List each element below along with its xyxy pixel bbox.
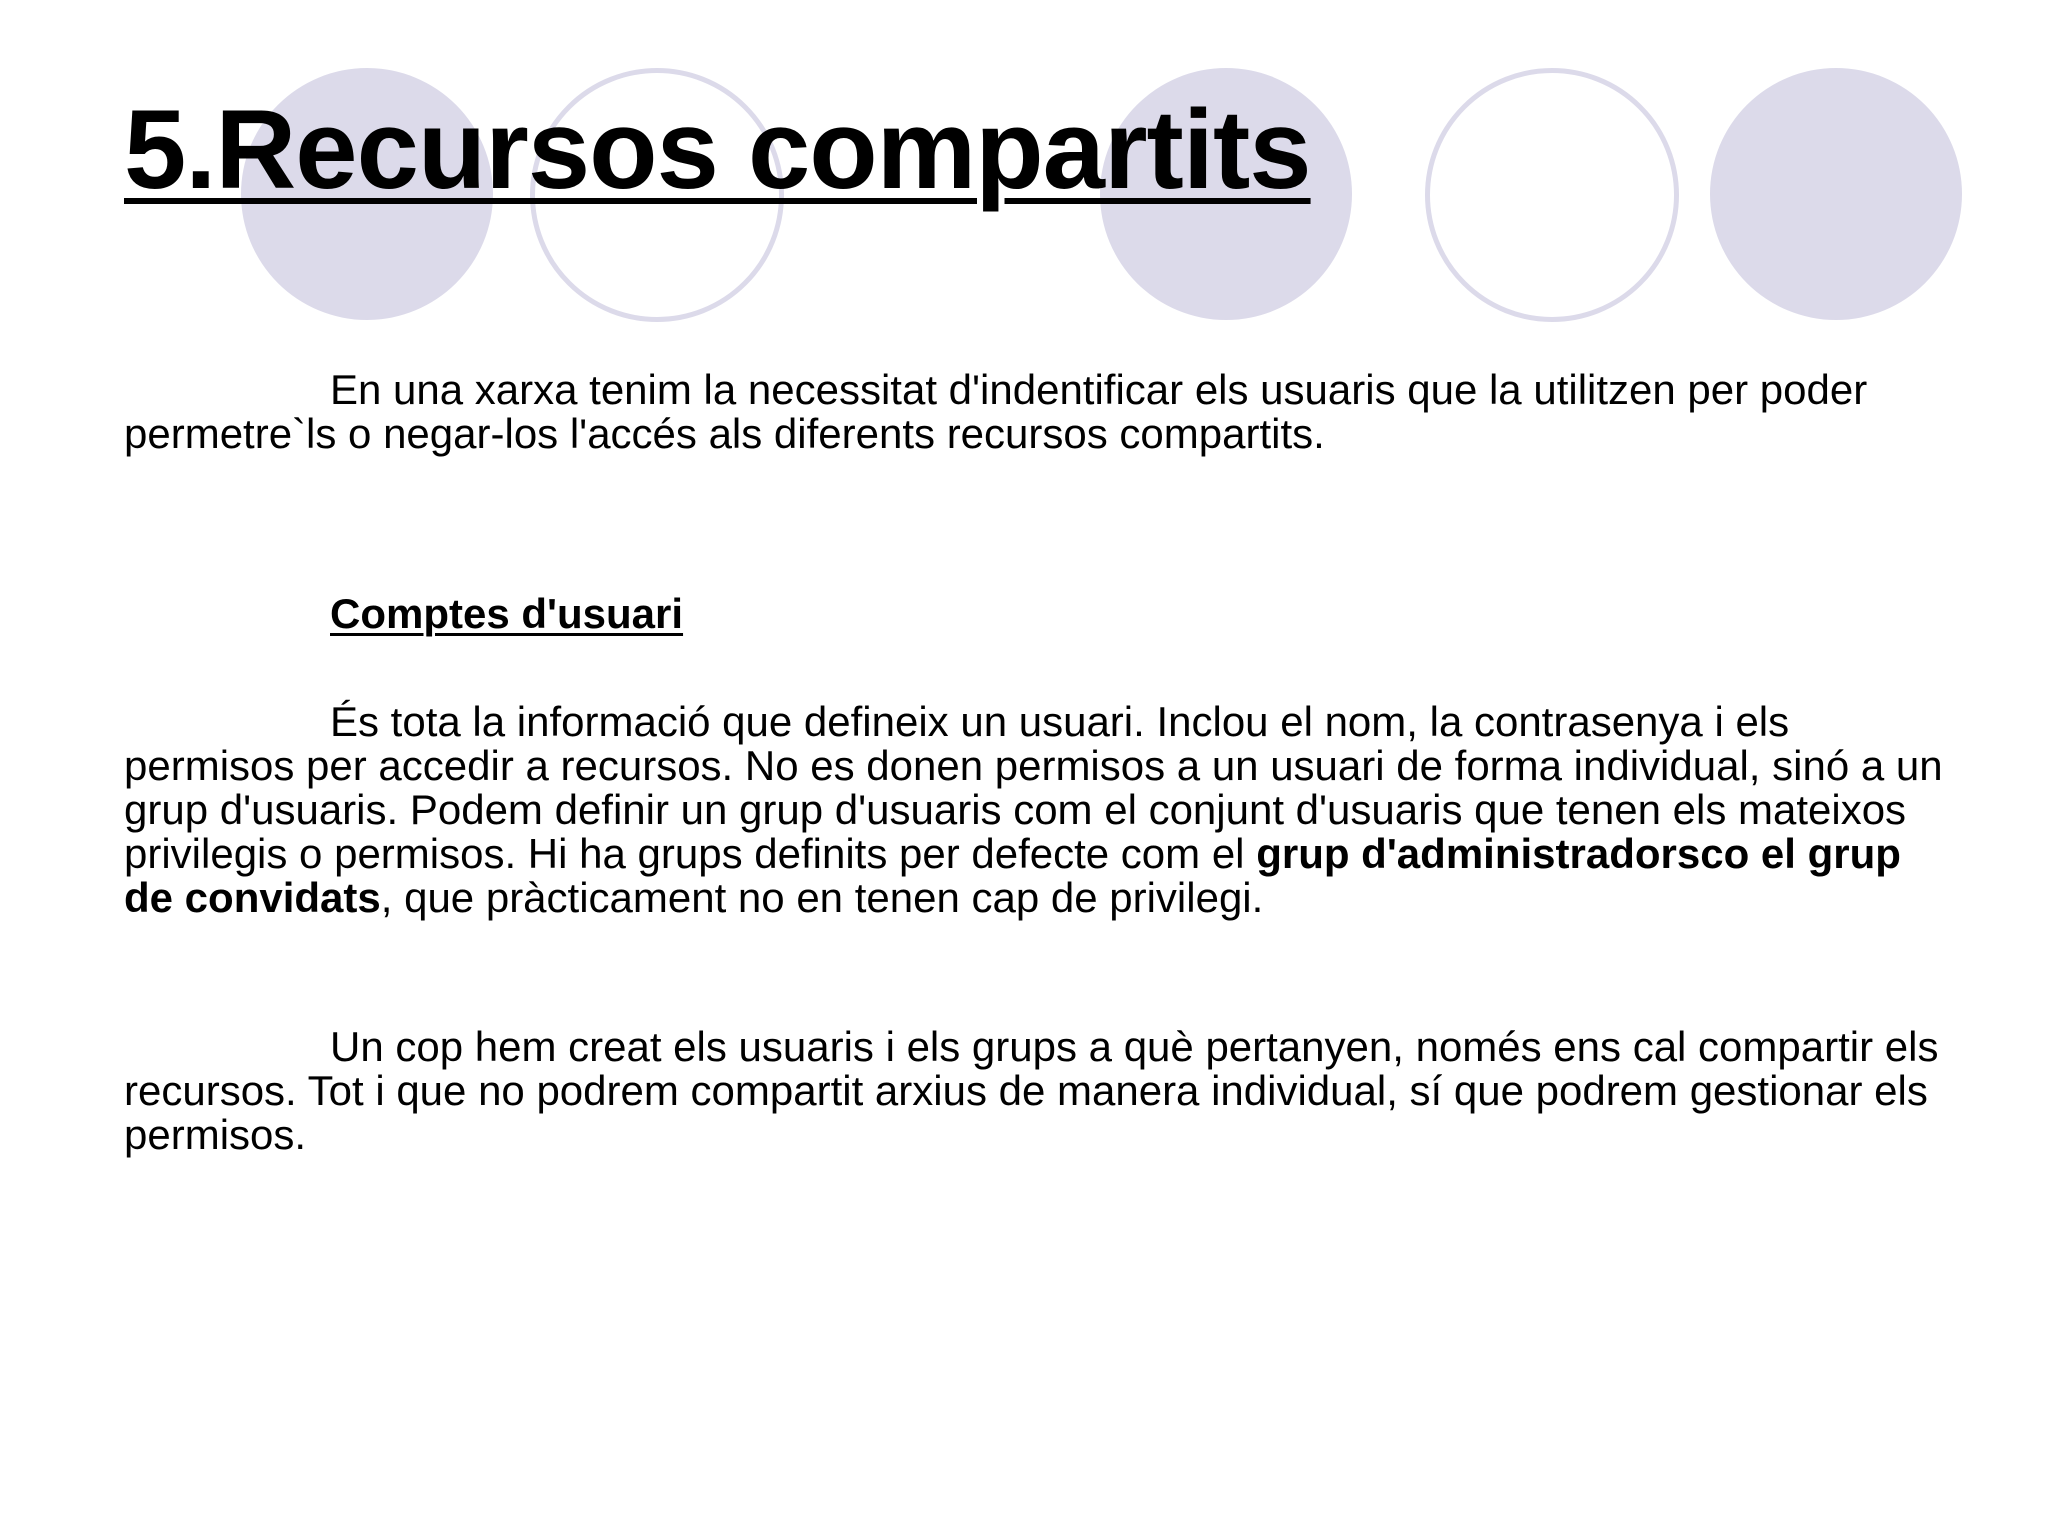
accounts-text-end: , que pràcticament no en tenen cap de privilegi. [380,874,1264,921]
accounts-text-start: És tota la informació que defineix un usuari. Inclou el nom, la contrasenya i els permisos per accedir a recursos. No es donen permisos a un usuari de forma individual, sinó a un grup d'usuaris. Podem definir un grup d'usuaris com el conjunt d'usuaris que tenen els mateixos privilegis o permisos. Hi ha grups definits per defecte com el [124,698,1943,877]
decorative-outline-circle [1425,68,1679,322]
sharing-paragraph [124,1025,1944,1157]
intro-text: En una xarxa tenim la necessitat d'indentificar els usuaris que la utilitzen per poder permetre`ls o negar-los l'accés als diferents recursos compartits. [124,366,1868,457]
slide-title: 5.Recursos compartits [124,87,1311,212]
section-heading-text: Comptes d'usuari [330,590,684,637]
accounts-paragraph [124,700,1944,920]
section-heading [124,592,1944,636]
intro-paragraph [124,368,1944,456]
decorative-filled-circle [1710,68,1962,320]
accounts-text-bold: grup d'administradorsco el grup de convidats [124,830,1901,921]
sharing-text: Un cop hem creat els usuaris i els grups a què pertanyen, només ens cal compartir els recursos. Tot i que no podrem compartit arxius de manera individual, sí que podrem gestionar els permisos. [124,1023,1939,1158]
